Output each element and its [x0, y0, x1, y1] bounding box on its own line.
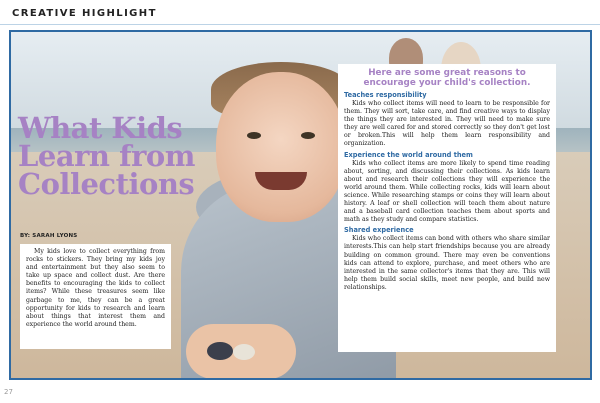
panel-heading: Here are some great reasons to encourage your child's collection. [363, 68, 531, 88]
section-title: Experience the world around them [344, 150, 473, 159]
child-eye [301, 132, 315, 139]
section-body: Kids who collect items are more likely to spend time reading about, sorting, and discussing their collections. As kids learn about and research their collections they will experience the world around them. While collecting rocks, kids will learn about science. While researching stamps or coins they will learn about history. A leaf or shell collection will teach them about nature and a baseball card collection teaches them about sports and math as they study and compare statistics. [344, 159, 550, 224]
section-title: Teaches responsibility [344, 91, 427, 99]
section-body: Kids who collect items can bond with others who share similar interests.This can help start friendships because you are already building on common ground. There may even be conventions kids can attend to explore, purchase, and meet others who are interested in the same collector's items that they are. This will help them build social skills, meet new people, and build new relationships. [344, 235, 550, 291]
article-title: What Kids Learn from Collections [18, 111, 195, 201]
section-body: Kids who collect items will need to learn to be responsible for them. They will sort, take care, and find creative ways to display the things they are interested in. They will need to make sure they are well cared for and stored correctly so they don't get lost or broken.This will help them learn responsibility and organization. [344, 100, 550, 148]
child-face [216, 72, 346, 222]
header-rule [0, 24, 600, 25]
child-eye [247, 132, 261, 139]
dark-shell [207, 342, 233, 360]
page-number: 27 [4, 388, 13, 396]
section-kicker: CREATIVE HIGHLIGHT [12, 8, 157, 19]
intro-paragraph: My kids love to collect everything from rocks to stickers. They bring my kids joy and entertainment but they also seem to take up space and collect dust. Are there benefits to encouraging the kids to collect items? While these treasures seem like garbage to me, they can be a great opportunity for kids to research and learn about things that interest them and experience the world around them. [20, 244, 171, 349]
reasons-panel [338, 64, 556, 352]
section-title: Shared experience [344, 226, 414, 235]
white-shell [233, 344, 255, 360]
byline: BY: SARAH LYONS [20, 233, 78, 239]
